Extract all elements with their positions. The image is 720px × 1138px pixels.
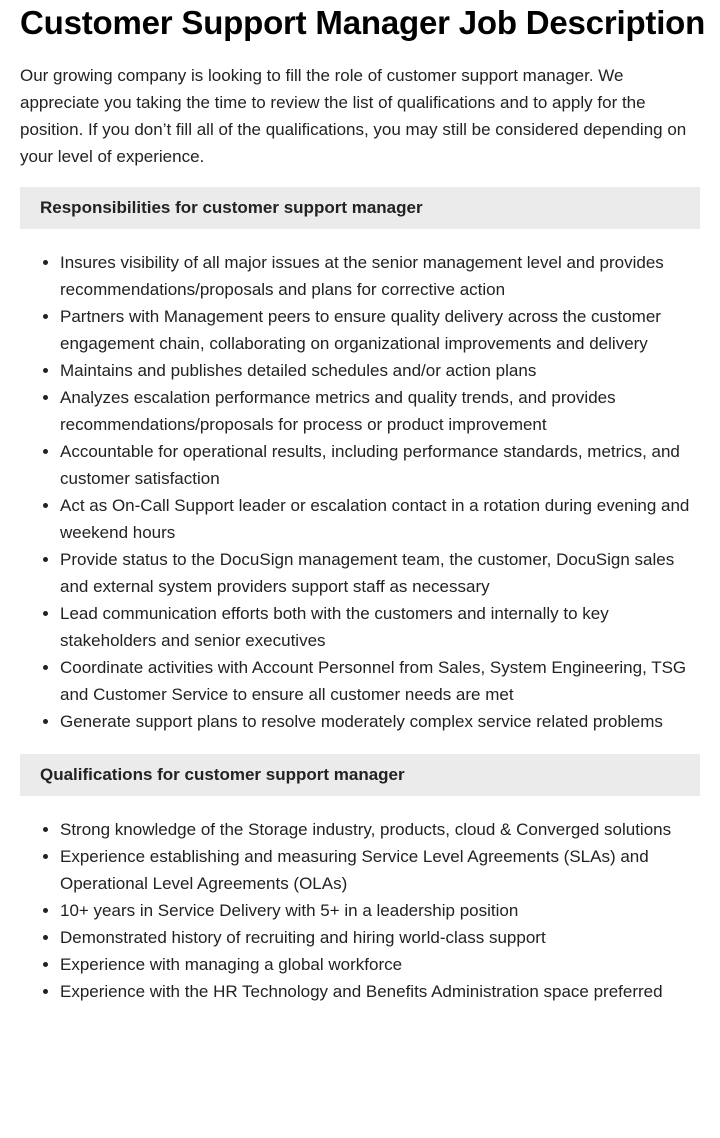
list-item: • Act as On-Call Support leader or escalation contact in a rotation during evening and weekend hours: [60, 492, 700, 546]
qualifications-heading: Qualifications for customer support manager: [20, 754, 700, 796]
list-item: • Maintains and publishes detailed schedules and/or action plans: [60, 357, 700, 384]
list-item: • Strong knowledge of the Storage industry, products, cloud & Converged solutions: [60, 816, 700, 843]
list-item: • Accountable for operational results, including performance standards, metrics, and customer satisfaction: [60, 438, 700, 492]
list-item: • 10+ years in Service Delivery with 5+ in a leadership position: [60, 897, 700, 924]
list-item: • Insures visibility of all major issues at the senior management level and provides recommendations/proposals and plans for corrective action: [60, 249, 700, 303]
list-item: • Experience with managing a global workforce: [60, 951, 700, 978]
list-item: • Provide status to the DocuSign management team, the customer, DocuSign sales and external system providers support staff as necessary: [60, 546, 700, 600]
responsibilities-heading: Responsibilities for customer support manager: [20, 187, 700, 229]
intro-paragraph: Our growing company is looking to fill the role of customer support manager. We appreciate you taking the time to review the list of qualifications and to apply for the position. If you don’t fill all of the qualifications, you may still be considered depending on your level of experience.: [20, 66, 687, 166]
list-item: • Generate support plans to resolve moderately complex service related problems: [60, 708, 700, 735]
list-item: • Demonstrated history of recruiting and hiring world-class support: [60, 924, 700, 951]
list-item: • Experience establishing and measuring Service Level Agreements (SLAs) and Operational Level Agreements (OLAs): [60, 843, 700, 897]
list-item: • Partners with Management peers to ensure quality delivery across the customer engagement chain, collaborating on organizational improvements and delivery: [60, 303, 700, 357]
list-item: • Analyzes escalation performance metrics and quality trends, and provides recommendations/proposals for process or product improvement: [60, 384, 700, 438]
list-item: • Experience with the HR Technology and Benefits Administration space preferred: [60, 978, 700, 1005]
list-item: • Lead communication efforts both with the customers and internally to key stakeholders and senior executives: [60, 600, 700, 654]
responsibilities-list: [20, 249, 700, 735]
list-item: • Coordinate activities with Account Personnel from Sales, System Engineering, TSG and Customer Service to ensure all customer needs are met: [60, 654, 700, 708]
qualifications-list: [20, 816, 700, 1005]
page-title: Customer Support Manager Job Description: [20, 4, 706, 41]
